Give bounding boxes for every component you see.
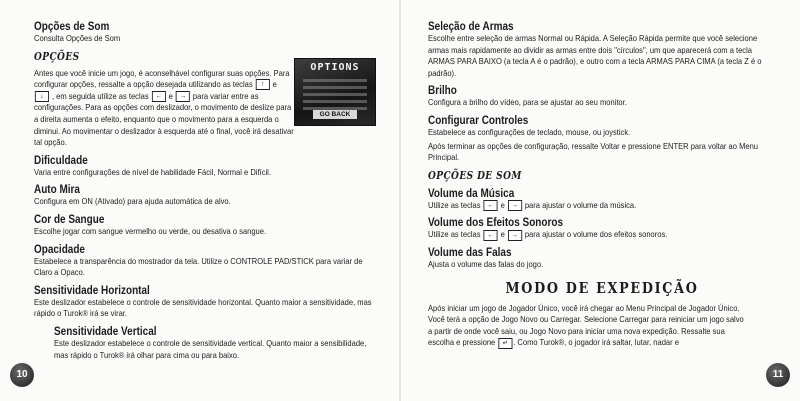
- left-key-icon: ←: [152, 91, 166, 102]
- section-title: Sensitividade Vertical: [54, 324, 157, 338]
- section-cor-de-sangue: [34, 213, 384, 238]
- opcoes-de-som-heading: OPÇÕES DE SOM: [428, 168, 522, 182]
- options-screenshot-menu: [303, 79, 367, 114]
- options-screenshot-title: OPTIONS: [310, 62, 360, 73]
- expedicao-paragraph: Após iniciar um jogo de Jogador Único, você irá chegar ao Menu Principal de Jogador Único. Você terá a opção de Jogo Novo ou Carregar. Selecione Carregar para reiniciar um jogo salvo a partir de onde você saiu, ou Jogo Novo para iniciar uma nova expedição. Ressalte sua escolha e pressione ↵ . Como Turok®, o jogador irá saltar, lutar, nadar e: [428, 302, 744, 348]
- options-screenshot: [294, 58, 376, 126]
- section-text: Varia entre configurações de nível de habilidade Fácil, Normal e Difícil.: [34, 166, 271, 177]
- section-title: Seleção de Armas: [428, 20, 514, 33]
- down-key-icon: ↓: [35, 91, 49, 102]
- section-title: Auto Mira: [34, 183, 80, 197]
- section-text: Ajusta o volume das falas do jogo.: [428, 258, 544, 269]
- section-title: Brilho: [428, 84, 457, 98]
- section-title: Configurar Controles: [428, 113, 529, 127]
- right-key-icon: →: [176, 91, 190, 102]
- page-number-badge: 10: [10, 363, 34, 387]
- section-text: Estabelece a transparência do mostrador da tela. Utilize o CONTROLE PAD/STICK para variar de Claro a Opaco.: [34, 255, 363, 278]
- section-text: Configura em ON (Ativado) para ajuda automática de alvo.: [34, 196, 231, 207]
- intro-paragraph: Antes que você inicie um jogo, é aconselhável configurar suas opções. Para configurar opções, ressalte a opção desejada utilizando as teclas ↑ e ↓ , em seguida utilize as teclas ← e → para variar entre as configurações. Para as opções com deslizador, o movimento de deslize para a direita aumenta o efeito, enquanto que o movimento para a esquerda o diminui. Ao movimentar o deslizador à esquerda até o final, você irá desativar tal opção.: [34, 67, 294, 148]
- section-opacidade: [34, 243, 384, 279]
- section-title: Cor de Sangue: [34, 212, 105, 226]
- section-title: Volume da Música: [428, 186, 515, 200]
- section-text: Configura a brilho do vídeo, para se ajustar ao seu monitor.: [428, 97, 627, 108]
- section-title: Dificuldade: [34, 153, 88, 167]
- section-volume-das-falas: [428, 246, 776, 271]
- go-back-button: GO BACK: [313, 110, 357, 119]
- right-key-icon: →: [508, 230, 522, 241]
- left-key-icon: ←: [484, 230, 498, 241]
- section-text: Este deslizador estabelece o controle de sensitividade vertical. Quanto maior a sensibilidade, mas rápido o Turok® irá olhar para cima ou para baixo.: [54, 337, 367, 360]
- opcoes-heading: OPÇÕES: [34, 49, 80, 63]
- section-sensitividade-vertical: [34, 325, 384, 361]
- section-title: Sensitividade Horizontal: [34, 283, 150, 297]
- section-brilho: [428, 84, 776, 109]
- enter-key-icon: ↵: [498, 338, 512, 349]
- section-sensitividade-horizontal: [34, 284, 384, 320]
- section-text-opcoes-de-som: Consulta Opções de Som: [34, 33, 121, 43]
- section-text: Escolhe entre seleção de armas Normal ou Rápida. A Seleção Rápida permite que você selecione armas mais rapidamente ao dividir as armas entre dois "círculos", um que aparecerá com a tecla ARMAS PARA BAIXO (a tecla A é o padrão), e outro com a tecla ARMAS PARA CIMA (a tecla Z é o padrão).: [428, 33, 762, 78]
- section-text: Este deslizador estabelece o controle de sensitividade horizontal. Quanto maior a sensitividade, mas rápido o Turok® irá se virar.: [34, 296, 372, 319]
- section-configurar-controles: [428, 114, 776, 164]
- section-text: Estabelece as configurações de teclado, mouse, ou joystick.: [428, 126, 631, 137]
- section-selecao-de-armas: [428, 20, 776, 79]
- section-text: Escolhe jogar com sangue vermelho ou verde, ou desativa o sangue.: [34, 225, 267, 236]
- section-volume-efeitos: [428, 216, 776, 241]
- page-number-badge: 11: [766, 363, 790, 387]
- left-key-icon: ←: [484, 200, 498, 211]
- section-title: Opacidade: [34, 242, 85, 256]
- up-key-icon: ↑: [256, 79, 270, 90]
- right-page: [400, 0, 800, 401]
- section-dificuldade: [34, 154, 384, 179]
- section-text: Utilize as teclas ← e → para ajustar o volume da música.: [428, 199, 637, 210]
- section-text: Utilize as teclas ← e → para ajustar o volume dos efeitos sonoros.: [428, 229, 668, 240]
- right-key-icon: →: [508, 200, 522, 211]
- after-controls-text: Após terminar as opções de configuração, ressalte Voltar e pressione ENTER para voltar ao Menu Principal.: [428, 140, 758, 163]
- section-auto-mira: [34, 183, 384, 208]
- modo-de-expedicao-heading: MODO DE EXPEDIÇÃO: [505, 278, 699, 297]
- section-volume-da-musica: [428, 187, 776, 212]
- section-title-opcoes-de-som: Opções de Som: [34, 20, 110, 33]
- section-title: Volume dos Efeitos Sonoros: [428, 216, 563, 230]
- section-title: Volume das Falas: [428, 245, 512, 259]
